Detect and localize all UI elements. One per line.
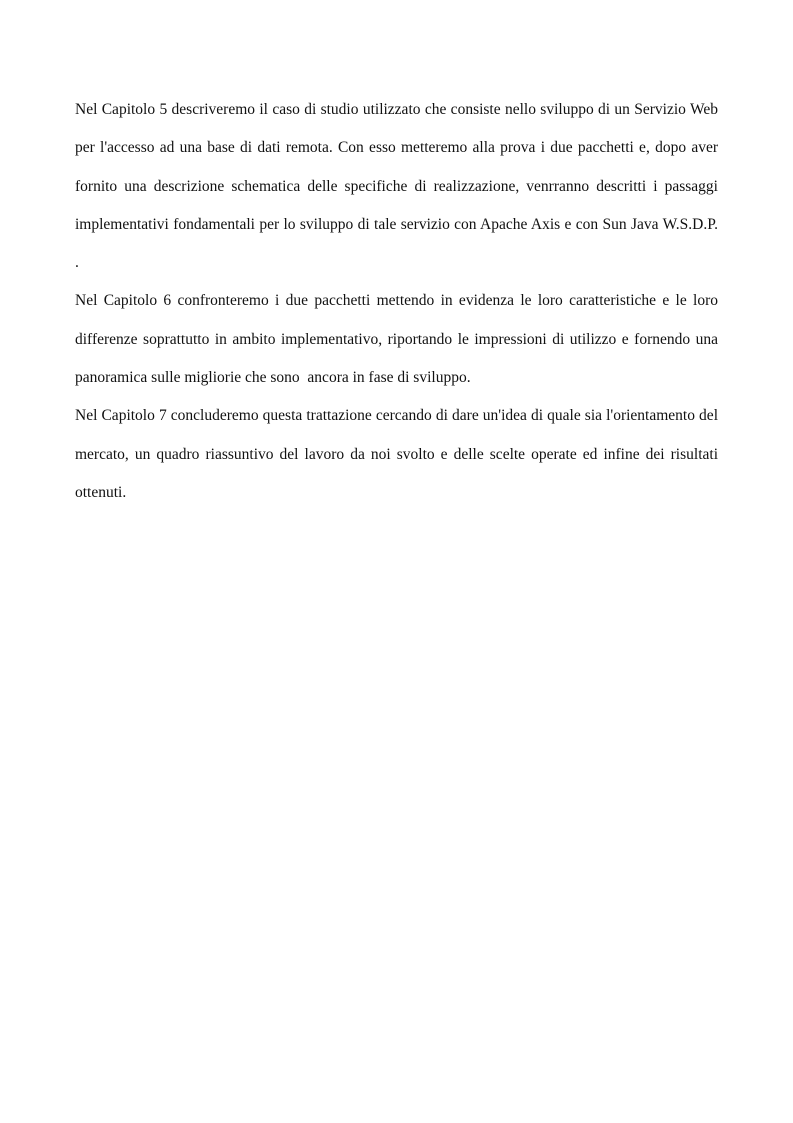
paragraph-chapter-7: Nel Capitolo 7 concluderemo questa trattazione cercando di dare un'idea di quale sia l'orientamento del mercato, un quadro riassuntivo del lavoro da noi svolto e delle scelte operate ed infine dei risultati ottenuti. [75,407,722,501]
body-text [75,91,722,512]
paragraph-chapter-5: Nel Capitolo 5 descriveremo il caso di studio utilizzato che consiste nello sviluppo di un Servizio Web per l'accesso ad una base di dati remota. Con esso metteremo alla prova i due pacchetti e, dopo aver fornito una descrizione schematica delle specifiche di realizzazione, venrranno descritti i passaggi implementativi fondamentali per lo sviluppo di tale servizio con Apache Axis e con Sun Java W.S.D.P. . [75,101,722,272]
paragraph-chapter-6: Nel Capitolo 6 confronteremo i due pacchetti mettendo in evidenza le loro caratteristiche e le loro differenze soprattutto in ambito implementativo, riportando le impressioni di utilizzo e fornendo una panoramica sulle migliorie che sono ancora in fase di sviluppo. [75,292,722,387]
